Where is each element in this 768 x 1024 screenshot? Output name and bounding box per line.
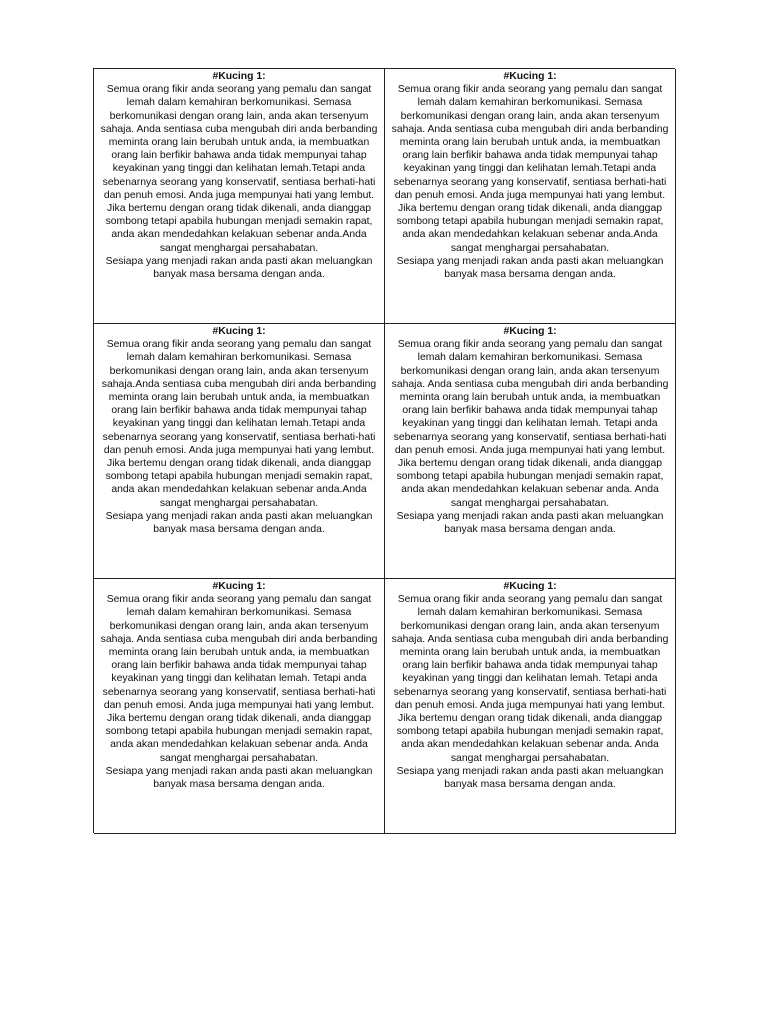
card-paragraph-3: Sesiapa yang menjadi rakan anda pasti akan meluangkan banyak masa bersama dengan anda. (105, 510, 373, 536)
card-paragraph-3: Sesiapa yang menjadi rakan anda pasti akan meluangkan banyak masa bersama dengan anda. (105, 255, 373, 281)
card-paragraph-1: Semua orang fikir anda seorang yang pemalu dan sangat lemah dalam kemahiran berkomunikasi. Semasa berkomunikasi dengan orang lain, anda akan tersenyum sahaja. Anda sentiasa cuba mengubah diri anda berbanding meminta orang lain berubah untuk anda, ia membuatkan orang lain berfikir bahawa anda tidak mempunyai tahap keyakinan yang tinggi dan kelihatan lemah. Tetapi anda sebenarnya seorang yang konservatif, sentiasa berhati-hati dan penuh emosi. Anda juga mempunyai hati yang lembut. (391, 594, 669, 711)
card-paragraph-3: Sesiapa yang menjadi rakan anda pasti akan meluangkan banyak masa bersama dengan anda. (396, 255, 664, 281)
card-paragraph-2: Jika bertemu dengan orang tidak dikenali, anda dianggap sombong tetapi apabila hubungan menjadi semakin rapat, anda akan mendedahkan kelakuan sebenar anda. Anda sangat menghargai persahabatan. (396, 458, 664, 509)
card-paragraph-1: Semua orang fikir anda seorang yang pemalu dan sangat lemah dalam kemahiran berkomunikasi. Semasa berkomunikasi dengan orang lain, anda akan tersenyum sahaja.Anda sentiasa cuba mengubah diri anda berbanding meminta orang lain berubah untuk anda, ia membuatkan orang lain berfikir bahawa anda tidak mempunyai tahap keyakinan yang tinggi dan kelihatan lemah.Tetapi anda sebenarnya seorang yang konservatif, sentiasa berhati-hati dan penuh emosi. Anda juga mempunyai hati yang lembut. (101, 339, 377, 456)
card-grid (93, 68, 675, 833)
card-title: #Kucing 1: (503, 71, 557, 82)
card-4 (385, 324, 676, 579)
card-title: #Kucing 1: (212, 71, 266, 82)
card-paragraph-2: Jika bertemu dengan orang tidak dikenali, anda dianggap sombong tetapi apabila hubungan menjadi semakin rapat, anda akan mendedahkan kelakuan sebenar anda.Anda sangat menghargai persahabatan. (396, 203, 664, 254)
card-paragraph-1: Semua orang fikir anda seorang yang pemalu dan sangat lemah dalam kemahiran berkomunikasi. Semasa berkomunikasi dengan orang lain, anda akan tersenyum sahaja. Anda sentiasa cuba mengubah diri anda berbanding meminta orang lain berubah untuk anda, ia membuatkan orang lain berfikir bahawa anda tidak mempunyai tahap keyakinan yang tinggi dan kelihatan lemah. Tetapi anda sebenarnya seorang yang konservatif, sentiasa berhati-hati dan penuh emosi. Anda juga mempunyai hati yang lembut. (391, 339, 669, 456)
card-5 (94, 579, 385, 834)
card-paragraph-1: Semua orang fikir anda seorang yang pemalu dan sangat lemah dalam kemahiran berkomunikasi. Semasa berkomunikasi dengan orang lain, anda akan tersenyum sahaja. Anda sentiasa cuba mengubah diri anda berbanding meminta orang lain berubah untuk anda, ia membuatkan orang lain berfikir bahawa anda tidak mempunyai tahap keyakinan yang tinggi dan kelihatan lemah.Tetapi anda sebenarnya seorang yang konservatif, sentiasa berhati-hati dan penuh emosi. Anda juga mempunyai hati yang lembut. (391, 84, 669, 201)
card-title: #Kucing 1: (212, 581, 266, 592)
card-2 (385, 69, 676, 324)
card-paragraph-2: Jika bertemu dengan orang tidak dikenali, anda dianggap sombong tetapi apabila hubungan menjadi semakin rapat, anda akan mendedahkan kelakuan sebenar anda. Anda sangat menghargai persahabatan. (105, 713, 373, 764)
card-paragraph-2: Jika bertemu dengan orang tidak dikenali, anda dianggap sombong tetapi apabila hubungan menjadi semakin rapat, anda akan mendedahkan kelakuan sebenar anda. Anda sangat menghargai persahabatan. (396, 713, 664, 764)
card-paragraph-1: Semua orang fikir anda seorang yang pemalu dan sangat lemah dalam kemahiran berkomunikasi. Semasa berkomunikasi dengan orang lain, anda akan tersenyum sahaja. Anda sentiasa cuba mengubah diri anda berbanding meminta orang lain berubah untuk anda, ia membuatkan orang lain berfikir bahawa anda tidak mempunyai tahap keyakinan yang tinggi dan kelihatan lemah.Tetapi anda sebenarnya seorang yang konservatif, sentiasa berhati-hati dan penuh emosi. Anda juga mempunyai hati yang lembut. (100, 84, 378, 201)
card-paragraph-3: Sesiapa yang menjadi rakan anda pasti akan meluangkan banyak masa bersama dengan anda. (105, 765, 373, 791)
card-paragraph-1: Semua orang fikir anda seorang yang pemalu dan sangat lemah dalam kemahiran berkomunikasi. Semasa berkomunikasi dengan orang lain, anda akan tersenyum sahaja. Anda sentiasa cuba mengubah diri anda berbanding meminta orang lain berubah untuk anda, ia membuatkan orang lain berfikir bahawa anda tidak mempunyai tahap keyakinan yang tinggi dan kelihatan lemah. Tetapi anda sebenarnya seorang yang konservatif, sentiasa berhati-hati dan penuh emosi. Anda juga mempunyai hati yang lembut. (100, 594, 378, 711)
card-6 (385, 579, 676, 834)
card-title: #Kucing 1: (503, 581, 557, 592)
card-title: #Kucing 1: (212, 326, 266, 337)
card-paragraph-3: Sesiapa yang menjadi rakan anda pasti akan meluangkan banyak masa bersama dengan anda. (396, 765, 664, 791)
card-3 (94, 324, 385, 579)
card-paragraph-2: Jika bertemu dengan orang tidak dikenali, anda dianggap sombong tetapi apabila hubungan menjadi semakin rapat, anda akan mendedahkan kelakuan sebenar anda.Anda sangat menghargai persahabatan. (105, 203, 373, 254)
card-title: #Kucing 1: (503, 326, 557, 337)
card-1 (94, 69, 385, 324)
card-paragraph-2: Jika bertemu dengan orang tidak dikenali, anda dianggap sombong tetapi apabila hubungan menjadi semakin rapat, anda akan mendedahkan kelakuan sebenar anda.Anda sangat menghargai persahabatan. (105, 458, 373, 509)
card-paragraph-3: Sesiapa yang menjadi rakan anda pasti akan meluangkan banyak masa bersama dengan anda. (396, 510, 664, 536)
